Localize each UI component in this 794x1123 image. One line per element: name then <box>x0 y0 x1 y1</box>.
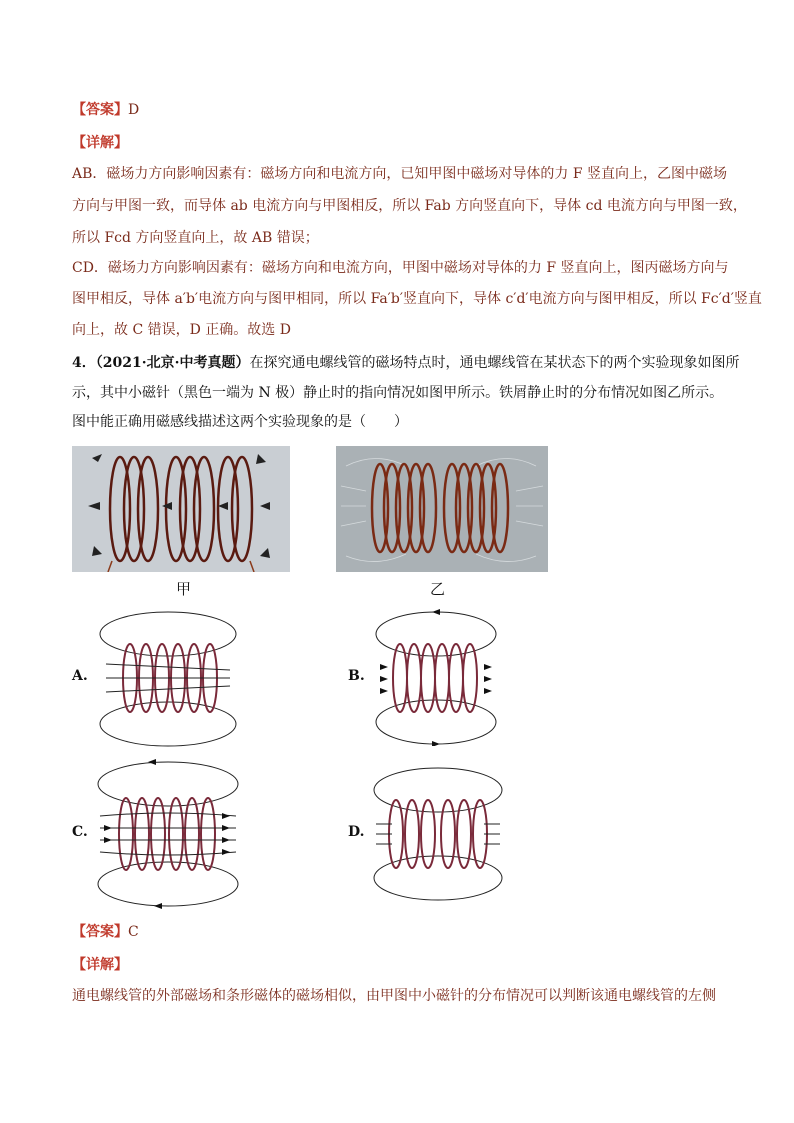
figure-jia-photo <box>72 446 290 572</box>
option-a-label: A. <box>72 668 88 684</box>
prev-answer: 【答案】D <box>72 102 140 118</box>
option-c-diagram <box>96 758 240 910</box>
prev-detail-line-4: CD．磁场力方向影响因素有：磁场方向和电流方向，甲图中磁场对导体的力 F 竖直向上，图丙磁场方向与 <box>72 260 729 276</box>
prev-detail-label: 【详解】 <box>72 135 128 151</box>
prev-detail-line-6: 向上，故 C 错误，D 正确。故选 D <box>72 322 291 338</box>
question-line-3: 图中能正确用磁感线描述这两个实验现象的是（ ） <box>72 414 408 430</box>
option-a-diagram <box>98 608 238 748</box>
prev-detail-line-3: 所以 Fcd 方向竖直向上，故 AB 错误； <box>72 230 319 246</box>
prev-detail-line-2: 方向与甲图一致，而导体 ab 电流方向与甲图相反，所以 Fab 方向竖直向下，导体 cd 电流方向与甲图一致， <box>72 198 747 214</box>
detail-line-1: 通电螺线管的外部磁场和条形磁体的磁场相似，由甲图中小磁针的分布情况可以判断该通电螺线管的左侧 <box>72 988 716 1004</box>
question-line-2: 示，其中小磁针（黑色一端为 N 极）静止时的指向情况如图甲所示。铁屑静止时的分布情况如图乙所示。 <box>72 385 724 401</box>
figure-yi-photo <box>336 446 548 572</box>
caption-yi: 乙 <box>430 580 446 598</box>
detail-label: 【详解】 <box>72 957 128 973</box>
prev-detail-line-1: AB．磁场力方向影响因素有：磁场方向和电流方向，已知甲图中磁场对导体的力 F 竖直向上，乙图中磁场 <box>72 166 728 182</box>
answer: 【答案】C <box>72 924 139 940</box>
caption-jia: 甲 <box>176 580 192 598</box>
option-c-label: C. <box>72 824 88 840</box>
question-line-1: 4．（2021·北京·中考真题）在探究通电螺线管的磁场特点时，通电螺线管在某状态下的两个实验现象如图所 <box>72 355 740 371</box>
option-d-diagram <box>372 766 504 902</box>
option-b-diagram <box>374 608 498 746</box>
prev-detail-line-5: 图甲相反，导体 a′b′电流方向与图甲相同，所以 Fa′b′竖直向下，导体 c′d′电流方向与图甲相反，所以 Fc′d′竖直 <box>72 291 762 307</box>
option-b-label: B. <box>348 668 365 684</box>
option-d-label: D. <box>348 824 365 840</box>
